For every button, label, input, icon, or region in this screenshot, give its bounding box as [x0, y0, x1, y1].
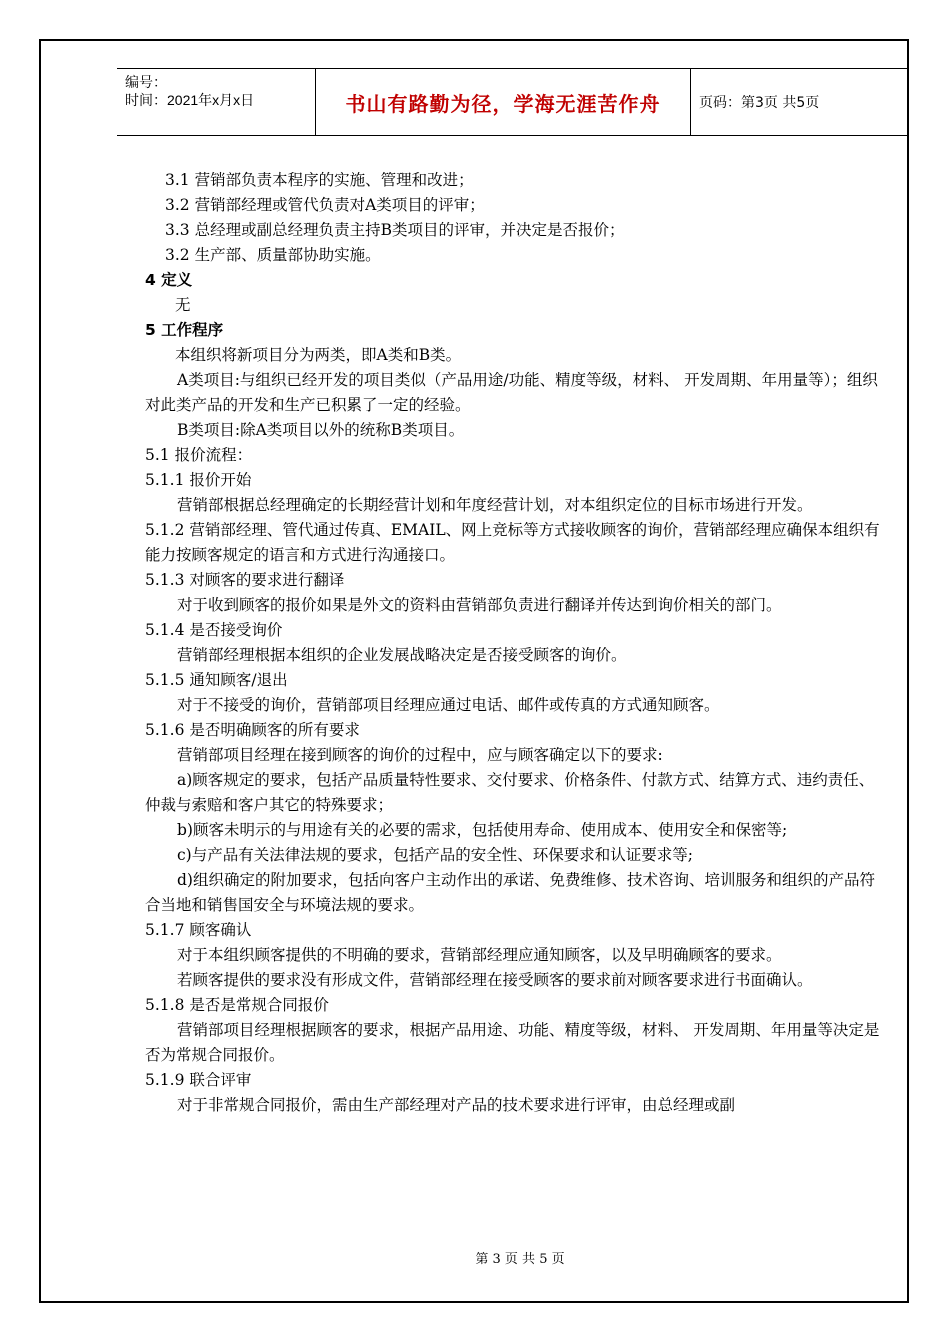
body-paragraph: 5.1.5 通知顾客/退出 [145, 671, 288, 689]
header-page-number: 页码：第3页 共5页 [699, 95, 820, 111]
body-paragraph: 营销部项目经理在接到顾客的询价的过程中，应与顾客确定以下的要求: [177, 746, 663, 764]
body-paragraph: 5.1.2 营销部经理、管代通过传真、EMAIL、网上竞标等方式接收顾客的询价，营销部经理应确保本组织有能力按顾客规定的语言和方式进行沟通接口。 [145, 521, 880, 564]
header-meta [117, 69, 316, 135]
body-paragraph: 5.1.4 是否接受询价 [145, 621, 283, 639]
section-heading: 4 定义 [145, 271, 193, 289]
body-paragraph: B类项目:除A类项目以外的统称B类项目。 [177, 421, 465, 439]
body-paragraph: 若顾客提供的要求没有形成文件，营销部经理在接受顾客的要求前对顾客要求进行书面确认。 [177, 971, 813, 989]
body-paragraph: A类项目:与组织已经开发的项目类似（产品用途/功能、精度等级，材料、 开发周期、年用量等）；组织对此类产品的开发和生产已积累了一定的经验。 [145, 371, 878, 414]
body-paragraph: 对于本组织顾客提供的不明确的要求，营销部经理应通知顾客，以及早明确顾客的要求。 [177, 946, 782, 964]
body-paragraph: 对于收到顾客的报价如果是外文的资料由营销部负责进行翻译并传达到询价相关的部门。 [177, 596, 782, 614]
section-heading: 5 工作程序 [145, 321, 224, 339]
body-paragraph: 营销部根据总经理确定的长期经营计划和年度经营计划，对本组织定位的目标市场进行开发。 [177, 496, 813, 514]
document-number: 编号： [125, 74, 167, 90]
body-paragraph: 5.1.7 顾客确认 [145, 921, 252, 939]
body-paragraph: 3.2 生产部、质量部协助实施。 [165, 246, 381, 264]
body-paragraph: 3.1 营销部负责本程序的实施、管理和改进； [165, 171, 474, 189]
page-header [117, 68, 907, 136]
body-paragraph: 无 [175, 296, 191, 314]
body-paragraph: 对于不接受的询价，营销部项目经理应通过电话、邮件或传真的方式通知顾客。 [177, 696, 720, 714]
body-paragraph: 5.1.1 报价开始 [145, 471, 252, 489]
body-paragraph: 5.1.8 是否是常规合同报价 [145, 996, 329, 1014]
body-paragraph: c)与产品有关法律法规的要求，包括产品的安全性、环保要求和认证要求等; [177, 846, 693, 864]
body-paragraph: a)顾客规定的要求，包括产品质量特性要求、交付要求、价格条件、付款方式、结算方式、违约责任、仲裁与索赔和客户其它的特殊要求； [145, 771, 875, 814]
body-paragraph: 5.1.6 是否明确顾客的所有要求 [145, 721, 360, 739]
body-paragraph: d)组织确定的附加要求，包括向客户主动作出的承诺、免费维修、技术咨询、培训服务和组织的产品符合当地和销售国安全与环境法规的要求。 [145, 871, 875, 914]
body-paragraph: 营销部项目经理根据顾客的要求，根据产品用途、功能、精度等级，材料、 开发周期、年用量等决定是否为常规合同报价。 [145, 1021, 880, 1064]
body-paragraph: 5.1.9 联合评审 [145, 1071, 252, 1089]
header-motto: 书山有路勤为径，学海无涯苦作舟 [316, 69, 691, 135]
body-paragraph: 5.1 报价流程： [145, 446, 253, 464]
document-body [145, 168, 880, 1118]
body-paragraph: 营销部经理根据本组织的企业发展战略决定是否接受顾客的询价。 [177, 646, 627, 664]
body-paragraph: 对于非常规合同报价，需由生产部经理对产品的技术要求进行评审，由总经理或副 [177, 1096, 736, 1114]
document-time: 时间：2021年x月x日 [125, 92, 255, 108]
body-paragraph: 本组织将新项目分为两类，即A类和B类。 [175, 346, 462, 364]
page-footer: 第 3 页 共 5 页 [475, 1252, 565, 1267]
body-paragraph: 3.3 总经理或副总经理负责主持B类项目的评审，并决定是否报价； [165, 221, 625, 239]
body-paragraph: b)顾客未明示的与用途有关的必要的需求，包括使用寿命、使用成本、使用安全和保密等; [177, 821, 788, 839]
body-paragraph: 5.1.3 对顾客的要求进行翻译 [145, 571, 345, 589]
body-paragraph: 3.2 营销部经理或管代负责对A类项目的评审； [165, 196, 485, 214]
